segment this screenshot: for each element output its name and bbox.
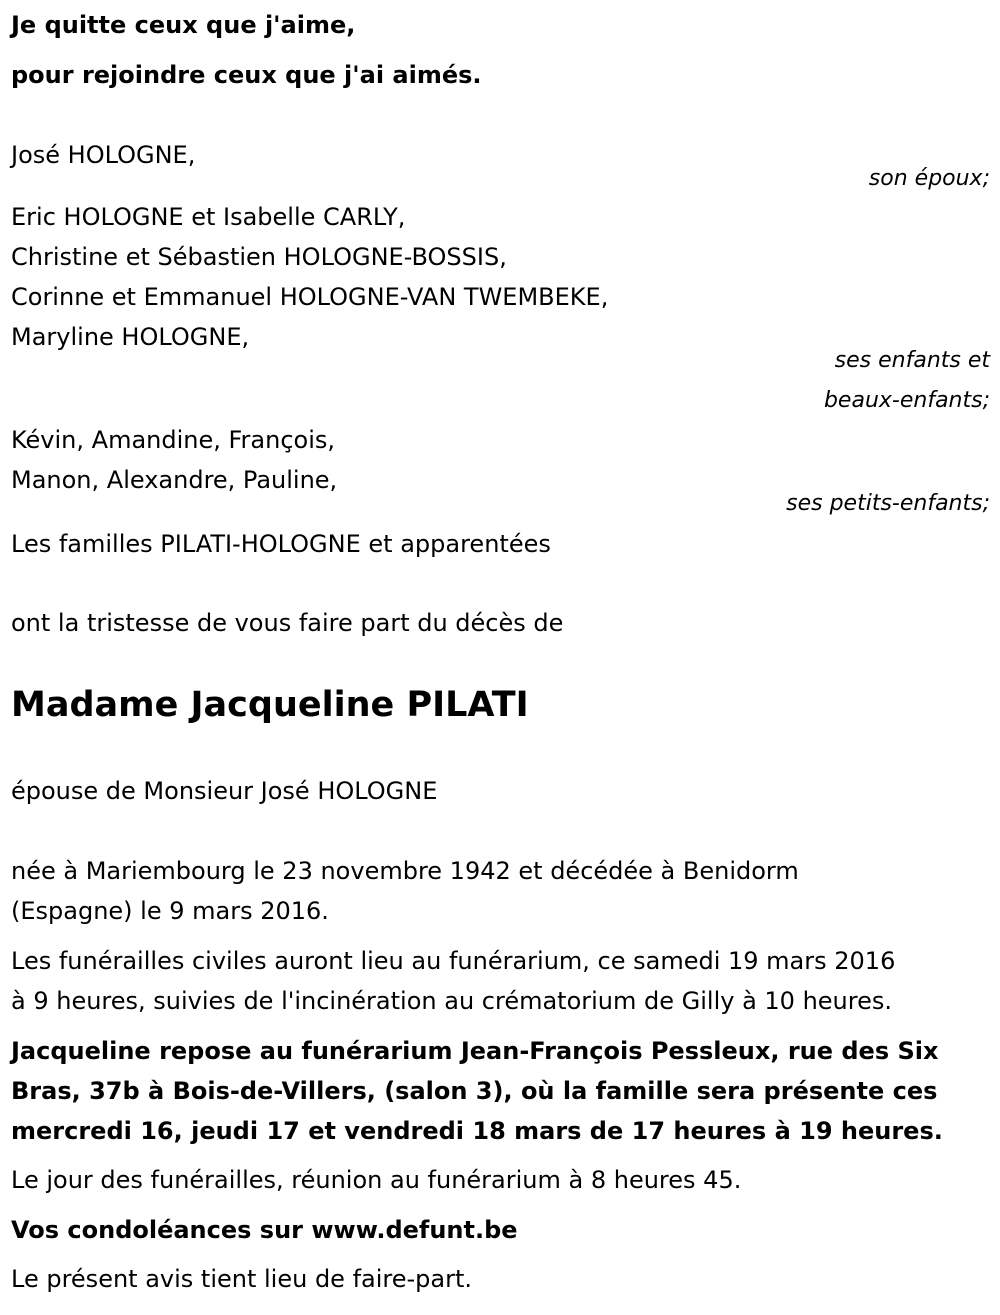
children-relation-2: beaux-enfants; xyxy=(823,388,990,413)
child-line: Christine et Sébastien HOLOGNE-BOSSIS, xyxy=(11,243,507,271)
quote-line-2: pour rejoindre ceux que j'ai aimés. xyxy=(11,61,482,89)
deceased-name: Madame Jacqueline PILATI xyxy=(11,685,529,725)
grandchild-line: Kévin, Amandine, François, xyxy=(11,426,336,454)
children-relation-1: ses enfants et xyxy=(834,348,990,373)
notice-line: Le présent avis tient lieu de faire-part. xyxy=(11,1265,473,1293)
funeral-line: à 9 heures, suivies de l'incinération au crématorium de Gilly à 10 heures. xyxy=(11,987,893,1015)
spouse-name: José HOLOGNE, xyxy=(11,141,196,169)
spouse-of-line: épouse de Monsieur José HOLOGNE xyxy=(11,777,438,805)
meeting-line: Le jour des funérailles, réunion au funérarium à 8 heures 45. xyxy=(11,1166,742,1194)
grandchild-line: Manon, Alexandre, Pauline, xyxy=(11,466,338,494)
child-line: Eric HOLOGNE et Isabelle CARLY, xyxy=(11,203,406,231)
child-line: Maryline HOLOGNE, xyxy=(11,323,250,351)
visitation-line: Jacqueline repose au funérarium Jean-François Pessleux, rue des Six xyxy=(11,1037,939,1065)
birth-death-line: (Espagne) le 9 mars 2016. xyxy=(11,897,329,925)
funeral-line: Les funérailles civiles auront lieu au funérarium, ce samedi 19 mars 2016 xyxy=(11,947,896,975)
spouse-relation: son époux; xyxy=(868,166,990,191)
condolences-line: Vos condoléances sur www.defunt.be xyxy=(11,1216,518,1244)
visitation-line: mercredi 16, jeudi 17 et vendredi 18 mars de 17 heures à 19 heures. xyxy=(11,1117,943,1145)
grandchildren-relation: ses petits-enfants; xyxy=(786,491,990,516)
visitation-line: Bras, 37b à Bois-de-Villers, (salon 3), où la famille sera présente ces xyxy=(11,1077,938,1105)
quote-line-1: Je quitte ceux que j'aime, xyxy=(11,11,356,39)
families-line: Les familles PILATI-HOLOGNE et apparentées xyxy=(11,530,551,558)
birth-death-line: née à Mariembourg le 23 novembre 1942 et décédée à Benidorm xyxy=(11,857,799,885)
child-line: Corinne et Emmanuel HOLOGNE-VAN TWEMBEKE, xyxy=(11,283,609,311)
announcement-line: ont la tristesse de vous faire part du décès de xyxy=(11,609,564,637)
